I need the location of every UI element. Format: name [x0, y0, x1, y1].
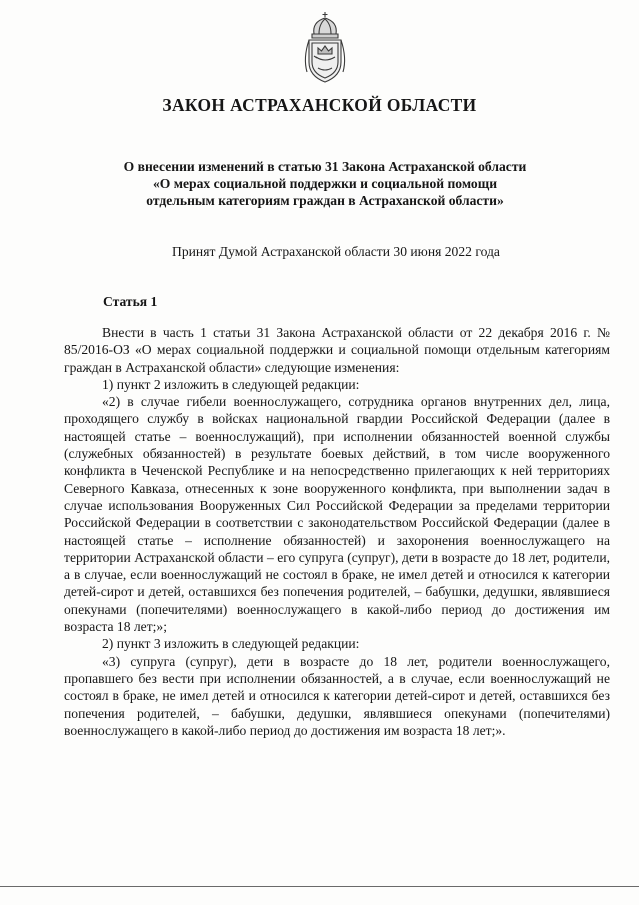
- coat-of-arms-icon: [298, 10, 352, 88]
- subtitle-line: О внесении изменений в статью 31 Закона Астраханской области: [123, 159, 527, 174]
- bottom-rule: [0, 886, 639, 887]
- subtitle-line: «О мерах социальной поддержки и социальной помощи: [152, 176, 498, 191]
- article-paragraph: 1) пункт 2 изложить в следующей редакции:: [102, 376, 360, 392]
- article-paragraph: «3) супруга (супруг), дети в возрасте до 18 лет, родители военнослужащего, пропавшего без вести при исполнении обязанностей, а в случае, если военнослужащий не состоял в браке, не имел детей и относился к категории детей-сирот и детей, оставшихся без попечения родителей, – бабушки, дедушки, являвшиеся опекунами (попечителями) военнослужащего в какой-либо период до достижения им возраста 18 лет;».: [64, 653, 610, 738]
- article-body: [64, 324, 610, 739]
- subtitle-line: отдельным категориям граждан в Астраханской области»: [146, 193, 504, 208]
- law-subtitle: [95, 158, 555, 209]
- law-title: ЗАКОН АСТРАХАНСКОЙ ОБЛАСТИ: [162, 95, 477, 115]
- article-heading: Статья 1: [103, 294, 158, 309]
- article-paragraph: «2) в случае гибели военнослужащего, сотрудника органов внутренних дел, лица, проходящего службу в войсках национальной гвардии Российской Федерации (далее в настоящей статье – военнослужащий), при исполнении обязанностей военной службы (служебных обязанностей) в результате боевых действий, в том числе вооруженного конфликта в Чеченской Республике и на непосредственно прилегающих к ней территориях Северного Кавказа, отнесенных к зоне вооруженного конфликта, при выполнении задач в случае использования Вооруженных Сил Российской Федерации за пределами территории Российской Федерации в соответствии с законодательством Российской Федерации (далее в настоящей статье – исполнение обязанностей) и захоронения военнослужащего на территории Астраханской области – его супруга (супруг), дети в возрасте до 18 лет, родители, а в случае, если военнослужащий не состоял в браке, не имел детей и относился к категории детей-сирот и детей, оставшихся без попечения родителей, – бабушки, дедушки, являвшиеся опекунами (попечителями) военнослужащего в какой-либо период до достижения им возраста 18 лет;»;: [64, 394, 610, 635]
- article-paragraph: Внести в часть 1 статьи 31 Закона Астраханской области от 22 декабря 2016 г. № 85/2016-ОЗ «О мерах социальной поддержки и социальной помощи отдельным категориям граждан в Астраханской области» следующие изменения:: [64, 325, 610, 375]
- adoption-note: Принят Думой Астраханской области 30 июня 2022 года: [172, 244, 500, 259]
- article-paragraph: 2) пункт 3 изложить в следующей редакции:: [102, 636, 360, 652]
